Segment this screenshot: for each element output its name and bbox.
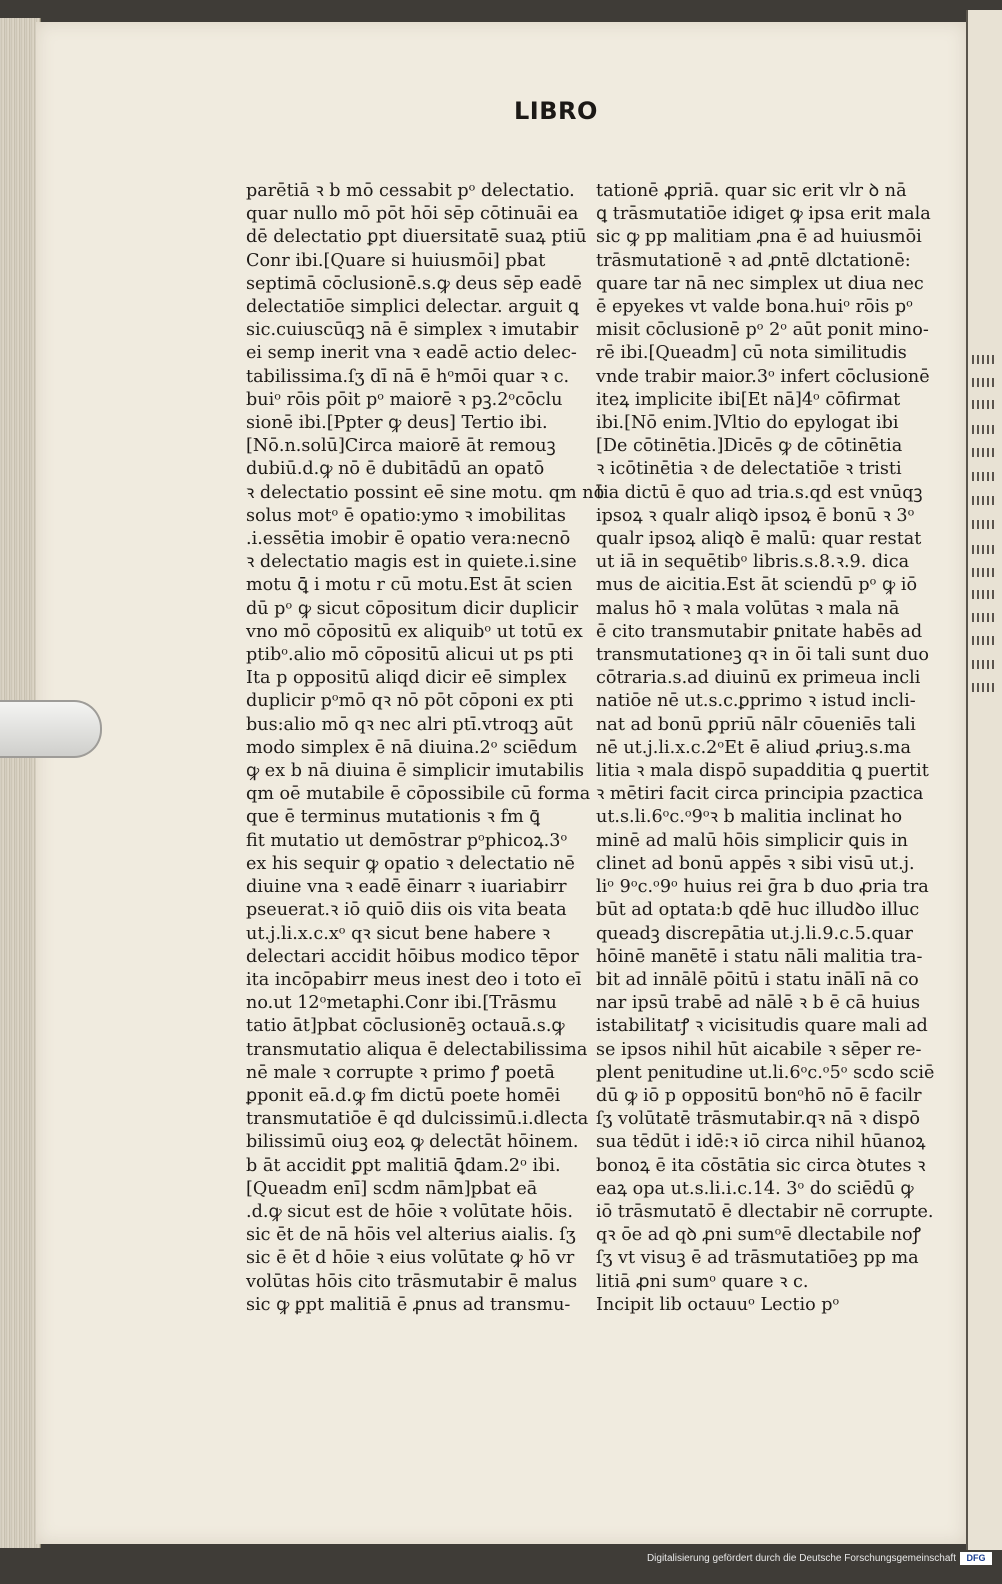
text-line: minē ad malū hōis simplicir ꝗuis in	[596, 830, 908, 851]
text-line: bit ad innālē pōitū i statu inālī nā co	[596, 969, 919, 990]
text-line: vno mō cōpositū ex aliquibᵒ ut totū ex	[246, 621, 583, 642]
text-line: bilissimū oiuꝫ eoꝝ ꝙ delectāt hōinem.	[246, 1132, 579, 1153]
text-line: ſʒ volūtatē trāsmutabir.qꝛ nā ꝛ dispō	[596, 1109, 921, 1130]
facing-page-text-fragment	[972, 520, 994, 529]
facing-page-text-fragment	[972, 496, 994, 505]
text-line: ita incōpabirr meus inest deo i toto eī	[246, 969, 582, 990]
text-line: delectatiōe simplici delectar. arguit ꝗ	[246, 297, 580, 318]
text-line: parētiā ꝛ b mō cessabit pᵒ delectatio.	[246, 181, 575, 201]
text-line: sic ꝙ ꝑpt malitiā ē ꝓnus ad transmu-	[246, 1294, 571, 1315]
text-line: tatio āt]pbat cōclusionēꝫ octauā.s.ꝙ	[246, 1016, 565, 1037]
text-line: rē ibi.[Queadm] cū nota similitudis	[596, 343, 907, 364]
text-line: quar nullo mō pōt hōi sēp cōtinuāi ea	[246, 204, 579, 225]
text-line: solus motᵒ ē opatio:ymo ꝛ imobilitas	[246, 505, 566, 526]
text-line: septimā cōclusionē.s.ꝙ deus sēp eadē	[246, 273, 582, 294]
text-line: modo simplex ē nā diuina.2ᵒ sciēdum	[246, 737, 578, 758]
text-line: ſʒ vt visuꝫ ē ad trāsmutatiōeꝫ pp ma	[596, 1248, 919, 1269]
text-line: ex his sequir ꝙ opatio ꝛ delectatio nē	[246, 853, 575, 874]
text-line: b āt accidit ꝑpt malitiā ꝗ̄dam.2ᵒ ibi.	[246, 1155, 561, 1176]
text-line: que ē terminus mutationis ꝛ fm ꝗ̄	[246, 807, 541, 828]
text-line: litiā ꝓni sumᵒ quare ꝛ c.	[596, 1271, 809, 1292]
text-line: tabilissima.ſʒ dī nā ē hᵒmōi quar ꝛ c.	[246, 366, 570, 387]
text-line: qm oē mutabile ē cōpossibile cū forma	[246, 784, 591, 805]
text-column-left	[246, 180, 605, 1317]
text-line: bus:alio mō qꝛ nec alri ptī.vtroqꝫ aūt	[246, 714, 573, 735]
text-line: liᵒ 9ᵒc.ᵒ9ᵒ huius rei ḡra b duo ꝓria tra	[596, 877, 929, 898]
facing-page-edge	[966, 10, 1002, 1550]
facing-page-text-fragment	[972, 545, 994, 554]
text-line: ꝛ icōtinētia ꝛ de delectatiōe ꝛ tristi	[596, 459, 902, 480]
facing-page-text-fragment	[972, 660, 994, 669]
text-line: delectari accidit hōibus modico tēpor	[246, 946, 579, 967]
text-line: motu ꝗ̄ i motu r cū motu.Est āt scien	[246, 575, 573, 596]
facing-page-text-fragment	[972, 378, 994, 387]
running-head: LIBRO	[514, 97, 598, 125]
facing-page-text-fragment	[972, 683, 994, 692]
text-line: iō trāsmutatō ē dlectabir nē corrupte.	[596, 1201, 934, 1222]
text-line: iteꝝ implicite ibi[Et nā]4ᵒ cōfirmat	[596, 389, 901, 410]
text-line: [Queadm enī] scdm nām]pbat eā	[246, 1178, 538, 1199]
text-line: istabilitatꝭ ꝛ vicisitudis quare mali ad	[596, 1016, 928, 1037]
text-line: cōtraria.s.ad diuinū ex primeua incli	[596, 668, 921, 689]
text-line: sionē ibi.[Ppter ꝙ deus] Tertio ibi.	[246, 413, 548, 434]
text-line: dū ꝙ iō p oppositū bonᵒhō nō ē facilr	[596, 1085, 922, 1106]
text-line: dubiū.d.ꝙ nō ē dubitādū an opatō	[246, 459, 545, 480]
text-line: trāsmutationē ꝛ ad ꝓntē dlctationē:	[596, 250, 911, 271]
text-line: buiᵒ rōis pōit pᵒ maiorē ꝛ pꝫ.2ᵒcōclu	[246, 389, 563, 410]
text-line: nē ut.j.li.x.c.2ᵒEt ē aliud ꝓriuꝫ.s.ma	[596, 737, 911, 758]
text-line: [Nō.n.solū]Circa maiorē āt remouꝫ	[246, 436, 556, 457]
text-line: ut.s.li.6ᵒc.ᵒ9ᵒꝛ b malitia inclinat ho	[596, 807, 903, 828]
text-line: ptibᵒ.alio mō cōpositū alicui ut ps pti	[246, 645, 574, 666]
text-line: no.ut 12ᵒmetaphi.Conr ibi.[Trāsmu	[246, 993, 557, 1014]
text-line: misit cōclusionē pᵒ 2ᵒ aūt ponit mino-	[596, 320, 929, 341]
text-line: qualr ipsoꝝ aliqꝺ ē malū: quar restat	[596, 529, 922, 550]
text-line: sic ēt de nā hōis vel alterius aialis. ſʒ	[246, 1225, 576, 1246]
text-line: [De cōtinētia.]Dicēs ꝙ de cōtinētia	[596, 436, 903, 457]
text-line: Incipit lib octauuᵒ Lectio pᵒ	[596, 1294, 840, 1315]
dfg-logo: DFG	[960, 1552, 992, 1565]
text-line: natiōe nē ut.s.c.ꝑprimo ꝛ istud incli-	[596, 691, 916, 712]
page-clip	[0, 700, 102, 758]
text-column-right	[596, 180, 935, 1317]
facing-page-text-fragment	[972, 400, 994, 409]
text-line: clinet ad bonū appēs ꝛ sibi visū ut.j.	[596, 853, 915, 874]
text-line: malus hō ꝛ mala volūtas ꝛ mala nā	[596, 598, 900, 619]
text-line: ꝗ trāsmutatiōe idiget ꝙ ipsa erit mala	[596, 204, 931, 225]
text-line: ꝙ ex b nā diuina ē simplicir imutabilis	[246, 761, 584, 782]
footer-credit: Digitalisierung gefördert durch die Deutsche Forschungsgemeinschaft	[646, 1553, 956, 1564]
text-line: ꝛ mētiri facit circa principia pzactica	[596, 784, 924, 805]
text-line: sua tēdūt i idē:ꝛ iō circa nihil hūanoꝝ	[596, 1132, 926, 1153]
text-line: vnde trabir maior.3ᵒ infert cōclusionē	[596, 366, 930, 387]
text-line: volūtas hōis cito trāsmutabir ē malus	[246, 1271, 578, 1292]
text-line: tationē ꝓpriā. quar sic erit vlr ꝺ nā	[596, 181, 907, 201]
text-line: ut.j.li.x.c.xᵒ qꝛ sicut bene habere ꝛ	[246, 923, 551, 944]
text-line: transmutationeꝫ qꝛ in ōi tali sunt duo	[596, 645, 930, 666]
text-line: eaꝝ opa ut.s.li.i.c.14. 3ᵒ do sciēdū ꝙ	[596, 1178, 914, 1199]
facing-page-text-fragment	[972, 636, 994, 645]
text-line: nē male ꝛ corrupte ꝛ primo ꝭ poetā	[246, 1062, 555, 1083]
facing-page-text-fragment	[972, 355, 994, 364]
text-line: ꝑponit eā.d.ꝙ fm dictū poete homēi	[246, 1085, 561, 1106]
text-line: sic.cuiuscūqꝫ nā ē simplex ꝛ imutabir	[246, 320, 579, 341]
facing-page-text-fragment	[972, 590, 994, 599]
text-line: diuine vna ꝛ eadē ēinarr ꝛ iuariabirr	[246, 877, 567, 898]
text-line: bonoꝝ ē ita cōstātia sic circa ꝺtutes ꝛ	[596, 1155, 926, 1176]
text-line: pseuerat.ꝛ iō quiō diis ois vita beata	[246, 900, 567, 921]
text-line: Conr ibi.[Quare si huiusmōi] pbat	[246, 250, 546, 271]
text-line: būt ad optata:b qdē huc illudꝺo illuc	[596, 900, 920, 921]
text-line: litia ꝛ mala dispō supadditia ꝗ puertit	[596, 761, 929, 782]
text-line: nar ipsū trabē ad nālē ꝛ b ē cā huius	[596, 993, 921, 1014]
text-line: ei semp inerit vna ꝛ eadē actio delec-	[246, 343, 577, 364]
text-line: queadꝫ discrepātia ut.j.li.9.c.5.quar	[596, 923, 913, 944]
text-line: tia dictū ē quo ad tria.s.qd est vnūqꝫ	[596, 482, 923, 503]
text-line: duplicir pᵒmō qꝛ nō pōt cōponi ex pti	[246, 691, 574, 712]
text-line: ipsoꝝ ꝛ qualr aliqꝺ ipsoꝝ ē bonū ꝛ 3ᵒ	[596, 505, 915, 526]
text-line: ꝛ delectatio possint eē sine motu. qm nō	[246, 482, 605, 503]
text-line: sic ꝙ pp malitiam ꝓna ē ad huiusmōi	[596, 227, 922, 248]
text-line: .d.ꝙ sicut est de hōie ꝛ volūtate hōis.	[246, 1201, 573, 1222]
text-line: ibi.[Nō enim.]Vltio do epylogat ibi	[596, 413, 899, 434]
text-line: mus de aicitia.Est āt sciendū pᵒ ꝙ iō	[596, 575, 918, 596]
facing-page-text-fragment	[972, 613, 994, 622]
text-line: Ita p oppositū aliqd dicir eē simplex	[246, 668, 567, 689]
facing-page-text-fragment	[972, 568, 994, 577]
text-line: ꝛ delectatio magis est in quiete.i.sine	[246, 552, 577, 573]
text-line: transmutatiōe ē qd dulcissimū.i.dlecta	[246, 1109, 589, 1130]
text-line: plent penitudine ut.li.6ᵒc.ᵒ5ᵒ scdo sciē	[596, 1062, 935, 1083]
text-line: quare tar nā nec simplex ut diua nec	[596, 273, 924, 294]
text-line: qꝛ ōe ad qꝺ ꝓni sumᵒē dlectabile noꝭ	[596, 1225, 921, 1246]
text-line: nat ad bonū ꝑpriū nālr cōueniēs tali	[596, 714, 916, 735]
text-line: .i.essētia imobir ē opatio vera:necnō	[246, 529, 571, 550]
book-page-edges	[0, 18, 41, 1548]
text-line: ut iā in sequētibᵒ libris.s.8.ꝛ.9. dica	[596, 552, 910, 573]
facing-page-text-fragment	[972, 472, 994, 481]
facing-page-text-fragment	[972, 448, 994, 457]
text-line: dē delectatio ꝑpt diuersitatē suaꝝ ptiū	[246, 227, 587, 248]
text-line: ē cito transmutabir ꝑnitate habēs ad	[596, 621, 923, 642]
text-line: fit mutatio ut demōstrar pᵒphicoꝝ.3ᵒ	[246, 830, 568, 851]
facing-page-text-fragment	[972, 425, 994, 434]
text-line: sic ē ēt d hōie ꝛ eius volūtate ꝙ hō vr	[246, 1248, 575, 1269]
text-line: ē epyekes vt valde bona.huiᵒ rōis pᵒ	[596, 297, 913, 318]
text-line: dū pᵒ ꝙ sicut cōpositum dicir duplicir	[246, 598, 579, 619]
text-line: transmutatio aliqua ē delectabilissima	[246, 1039, 588, 1060]
text-line: se ipsos nihil hūt aicabile ꝛ sēper re-	[596, 1039, 922, 1060]
text-line: hōinē manētē i statu nāli malitia tra-	[596, 946, 923, 967]
